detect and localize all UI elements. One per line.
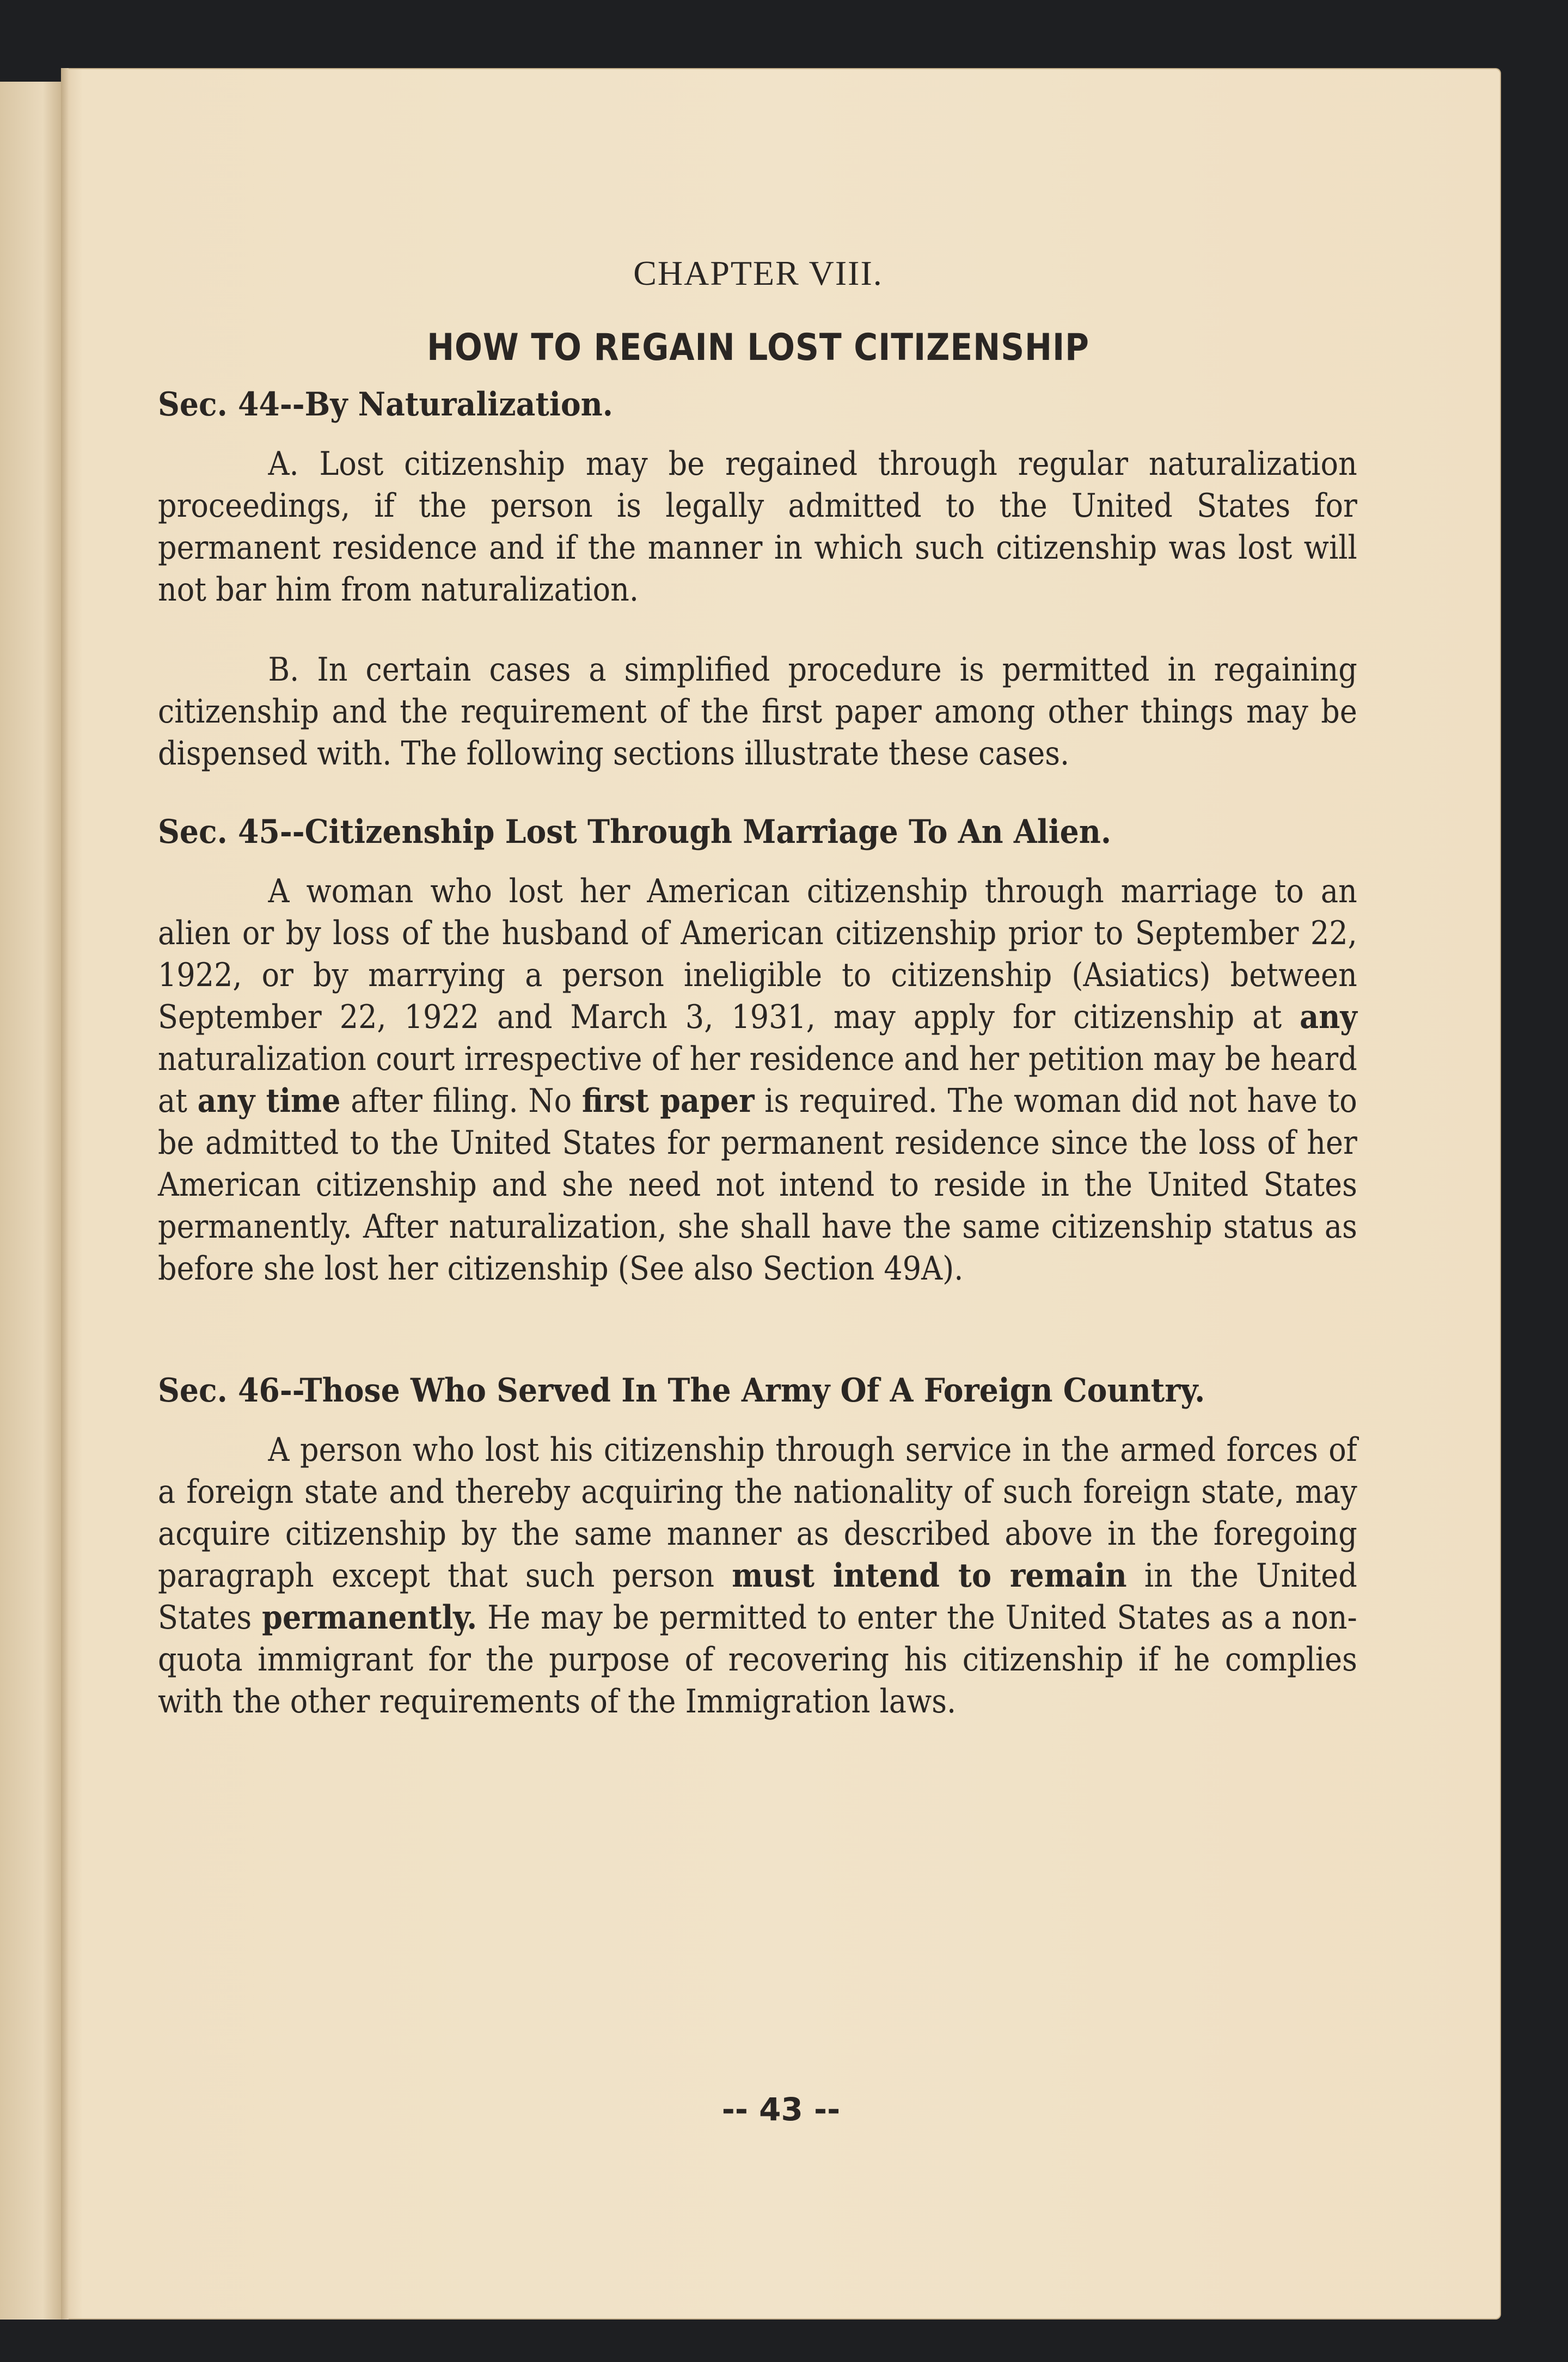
emphasis-any-time: any time (197, 1082, 341, 1120)
paragraph-44a (158, 443, 1357, 611)
section-heading-46: Sec. 46--Those Who Served In The Army Of A Foreign Country. (158, 1372, 1205, 1410)
book-page (61, 68, 1501, 2320)
emphasis-must-intend-to-remain: must intend to remain (732, 1557, 1127, 1595)
chapter-label: CHAPTER VIII. (633, 254, 883, 292)
paragraph-46 (158, 1429, 1357, 1723)
spacer (158, 1328, 1358, 1372)
page-content (158, 253, 1358, 1761)
text-segment: is required. The woman did not have to be admitted to the United States for permanent residence since the loss of her American citizenship and she need not intend to reside in the United States permanently. After naturalization, she shall have the same citizenship status as before she lost her citizenship (See also Section 49A). (158, 1082, 1357, 1288)
text-segment: A woman who lost her American citizenship through marriage to an alien or by loss of the husband of American citizenship prior to September 22, 1922, or by marrying a person ineligible to citizenship (Asiatics) between September 22, 1922 and March 3, 1931, may apply for citizenship at (158, 872, 1357, 1036)
text-segment: A. Lost citizenship may be regained through regular naturalization proceedings, if the person is legally admitted to the United States for permanent residence and if the manner in which such citizenship was lost will not bar him from naturalization. (158, 445, 1357, 609)
text-segment: A person who lost his citizenship through service in the armed forces of a foreign state and thereby acquiring the nationality of such foreign state, may acquire citizenship by the same manner as described above in the foregoing paragraph except that such person (158, 1431, 1357, 1595)
text-segment: B. In certain cases a simplified procedure is permitted in regaining citizenship and the requirement of the first paper among other things may be dispensed with. The following sections illustrate these cases. (158, 651, 1357, 773)
emphasis-any: any (1300, 998, 1357, 1036)
paragraph-45 (158, 871, 1357, 1290)
binding-crease (61, 68, 69, 2320)
text-segment: in the United States (158, 1557, 1357, 1637)
section-heading-44: Sec. 44--By Naturalization. (158, 385, 614, 424)
emphasis-first-paper: first paper (581, 1082, 755, 1120)
page-number: -- 43 -- (721, 2091, 841, 2128)
text-segment: He may be permitted to enter the United States as a non-quota immigrant for the purpose of recovering his citizenship if he complies with the other requirements of the Immigration laws. (158, 1599, 1357, 1721)
emphasis-permanently: permanently. (262, 1599, 477, 1637)
text-segment: after filing. No (340, 1082, 582, 1120)
facing-page-edge (0, 82, 61, 2320)
section-heading-45: Sec. 45--Citizenship Lost Through Marriage To An Alien. (158, 813, 1112, 851)
chapter-title: HOW TO REGAIN LOST CITIZENSHIP (427, 326, 1089, 369)
text-segment: naturalization court irrespective of her residence and her petition may be heard at (158, 1040, 1357, 1120)
paragraph-44b (158, 649, 1357, 775)
